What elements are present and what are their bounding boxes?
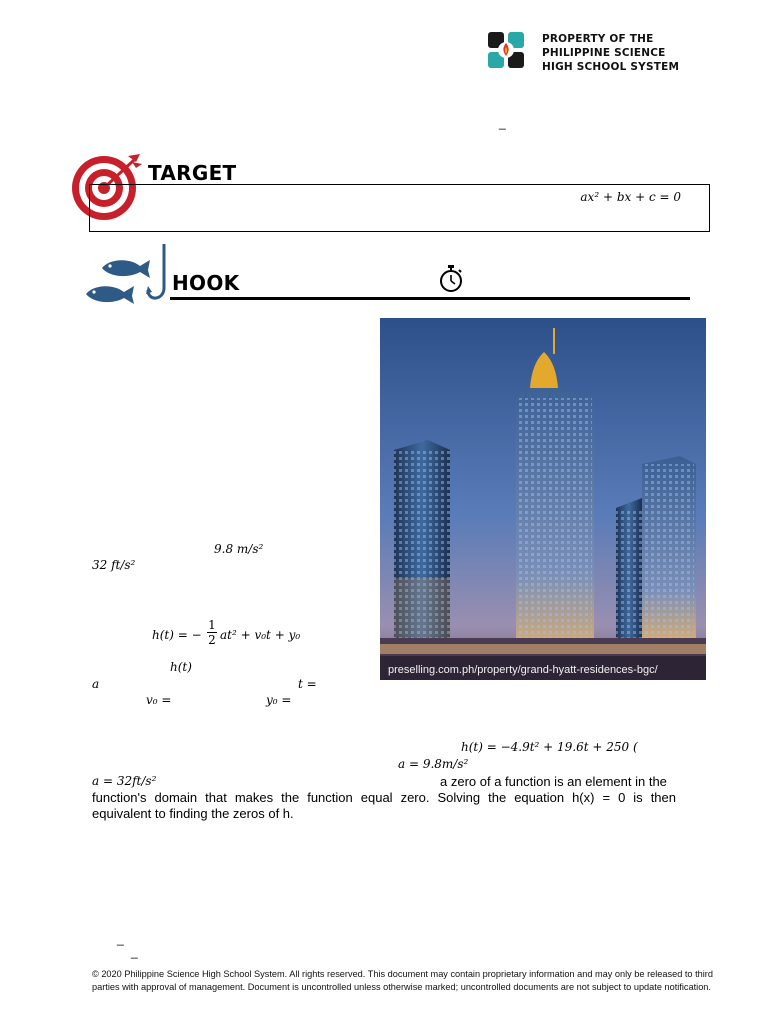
header-dash: _: [499, 116, 506, 130]
copyright-footer: © 2020 Philippine Science High School System. All rights reserved. This document may contain proprietary information and may only be released to third parties with approval of management. Document is uncontrolled unless otherwise marked; uncontrolled documents are not subject to update notification.: [92, 969, 713, 992]
hook-title: HOOK: [172, 271, 240, 295]
example-height-fn: h(t) = −4.9t² + 19.6t + 250 (: [461, 740, 638, 754]
gravity-metric: 9.8 m/s²: [214, 542, 264, 556]
bottom-mark-1: _: [117, 932, 124, 946]
v0-equals: v₀ =: [146, 693, 172, 707]
paragraph-line-1: a zero of a function is an element in the: [440, 774, 667, 789]
stopwatch-icon: [438, 265, 464, 298]
a-variable: a: [92, 677, 100, 691]
frac-numerator: 1: [208, 618, 216, 632]
h-of-t: h(t): [170, 660, 192, 674]
pshs-emblem-icon: [476, 26, 536, 78]
photo-credit: preselling.com.ph/property/grand-hyatt-residences-bgc/: [388, 664, 658, 676]
height-fn-lhs: h(t) = −: [152, 628, 202, 642]
gravity-imperial: 32 ft/s²: [92, 558, 136, 572]
logo-line-3: HIGH SCHOOL SYSTEM: [542, 61, 680, 73]
height-fn-rhs: at² + v₀t + y₀: [220, 628, 301, 642]
paragraph-line-3: equivalent to finding the zeros of h.: [92, 806, 294, 821]
frac-denominator: 2: [208, 633, 216, 647]
target-equation: ax² + bx + c = 0: [580, 190, 681, 204]
a-imperial: a = 32ft/s²: [92, 774, 157, 788]
paragraph-line-2: function's domain that makes the function equal zero. Solving the equation h(x) = 0 is then: [92, 790, 676, 805]
target-box: [89, 184, 710, 232]
logo-text: [542, 32, 679, 74]
fish-hook-icon: [84, 244, 174, 313]
hook-underline: [170, 297, 690, 300]
target-title: TARGET: [148, 161, 237, 185]
y0-equals: y₀ =: [266, 693, 292, 707]
t-equals: t =: [298, 677, 317, 691]
a-metric: a = 9.8m/s²: [398, 757, 469, 771]
logo-line-2: PHILIPPINE SCIENCE: [542, 47, 666, 59]
bottom-mark-2: _: [131, 945, 138, 959]
height-fn-fraction: [207, 618, 217, 647]
logo-line-1: PROPERTY OF THE: [542, 33, 654, 45]
towers-photo: [380, 318, 706, 680]
